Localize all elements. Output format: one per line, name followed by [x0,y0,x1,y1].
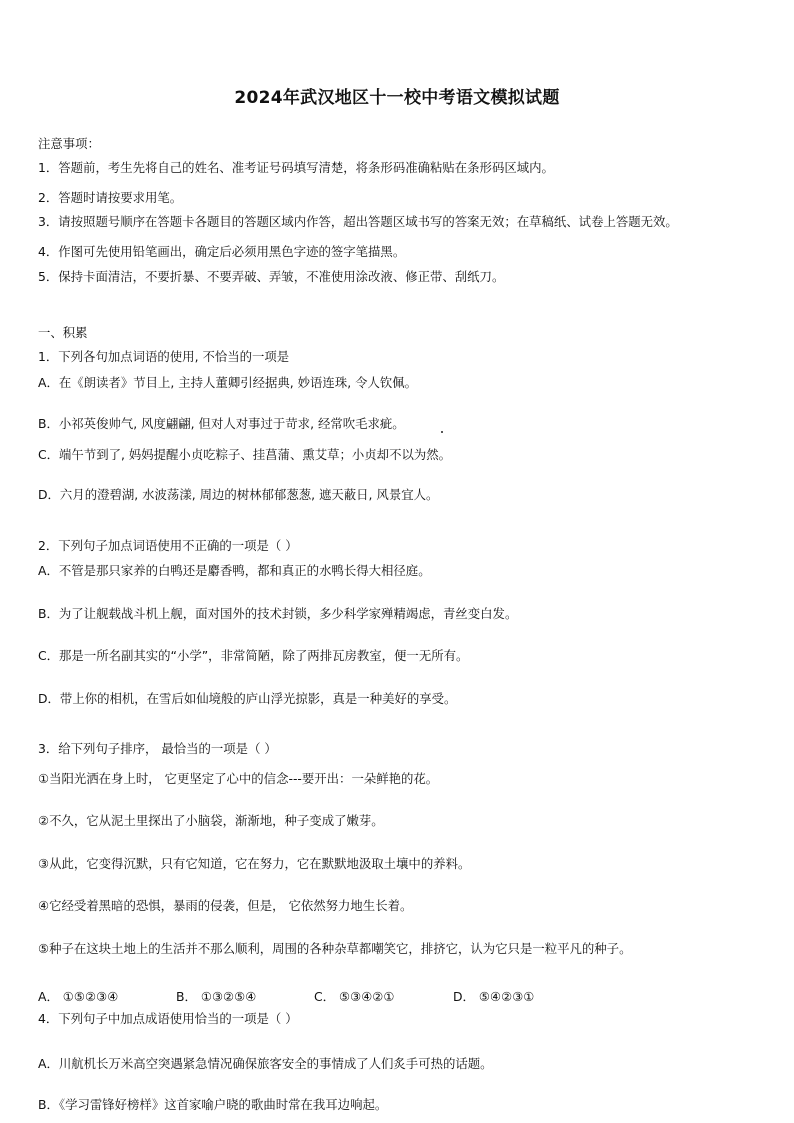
q1-option-d: D．六月的澄碧湖, 水波荡漾, 周边的树林郁郁葱葱, 遮天蔽日, 风景宜人。 [38,487,439,502]
q4-option-b: B．《学习雷锋好榜样》这首家喻户晓的歌曲时常在我耳边响起。 [38,1097,388,1112]
q1-option-c: C．端午节到了, 妈妈提醒小贞吃粽子、挂菖蒲、熏艾草；小贞却不以为然。 [38,447,452,462]
q4-option-a: A．川航机长万米高空突遇紧急情况确保旅客安全的事情成了人们炙手可热的话题。 [38,1056,493,1071]
q1-option-a: A．在《朗读者》节目上, 主持人董卿引经据典, 妙语连珠, 令人钦佩。 [38,375,418,390]
q3-option-c: C． ⑤③④②① [314,989,395,1004]
q3-option-a: A． ①⑤②③④ [38,989,119,1004]
notice-heading: 注意事项： [38,136,100,151]
q2-option-b: B．为了让舰载战斗机上舰，面对国外的技术封锁，多少科学家殚精竭虑，青丝变白发。 [38,606,518,621]
q3-sentence-4: ④它经受着黑暗的恐惧，暴雨的侵袭，但是， 它依然努力地生长着。 [38,898,413,913]
q1-option-b: B．小祁英俊帅气, 风度翩翩, 但对人对事过于苛求, 经常吹毛求疵。 [38,416,405,431]
q2-option-a: A．不管是那只家养的白鸭还是麝香鸭，都和真正的水鸭长得大相径庭。 [38,563,431,578]
notice-item-5: 5．保持卡面清洁，不要折暴、不要弄破、弄皱，不准使用涂改液、修正带、刮纸刀。 [38,269,505,284]
q1-stem: 1．下列各句加点词语的使用, 不恰当的一项是 [38,349,290,364]
q3-sentence-3: ③从此，它变得沉默，只有它知道，它在努力，它在默默地汲取土壤中的养料。 [38,856,471,871]
q3-sentence-1: ①当阳光洒在身上时， 它更坚定了心中的信念---要开出：一朵鲜艳的花。 [38,771,439,786]
emphasis-dot [441,431,443,433]
q2-option-c: C．那是一所名副其实的“小学”，非常简陋，除了两排瓦房教室，便一无所有。 [38,648,469,663]
exam-title: 2024年武汉地区十一校中考语文模拟试题 [234,88,560,108]
q2-option-d: D．带上你的相机，在雪后如仙境般的庐山浮光掠影，真是一种美好的享受。 [38,691,457,706]
q3-stem: 3．给下列句子排序， 最恰当的一项是（ ） [38,741,277,756]
section-heading: 一、积累 [38,325,88,340]
q3-sentence-5: ⑤种子在这块土地上的生活并不那么顺利，周围的各种杂草都嘲笑它，排挤它，认为它只是一粒平凡的种子。 [38,941,632,956]
notice-item-1: 1．答题前，考生先将自己的姓名、准考证号码填写清楚，将条形码准确粘贴在条形码区域内。 [38,160,554,175]
notice-item-3: 3．请按照题号顺序在答题卡各题目的答题区域内作答，超出答题区域书写的答案无效；在草稿纸、试卷上答题无效。 [38,214,678,229]
q3-sentence-2: ②不久，它从泥土里探出了小脑袋，渐渐地，种子变成了嫩芽。 [38,813,384,828]
q2-stem: 2．下列句子加点词语使用不正确的一项是（ ） [38,538,298,553]
notice-item-4: 4．作图可先使用铅笔画出，确定后必须用黑色字迹的签字笔描黑。 [38,244,406,259]
q3-option-b: B． ①③②⑤④ [176,989,257,1004]
notice-item-2: 2．答题时请按要求用笔。 [38,190,183,205]
q4-stem: 4．下列句子中加点成语使用恰当的一项是（ ） [38,1011,298,1026]
q3-option-d: D． ⑤④②③① [453,989,535,1004]
